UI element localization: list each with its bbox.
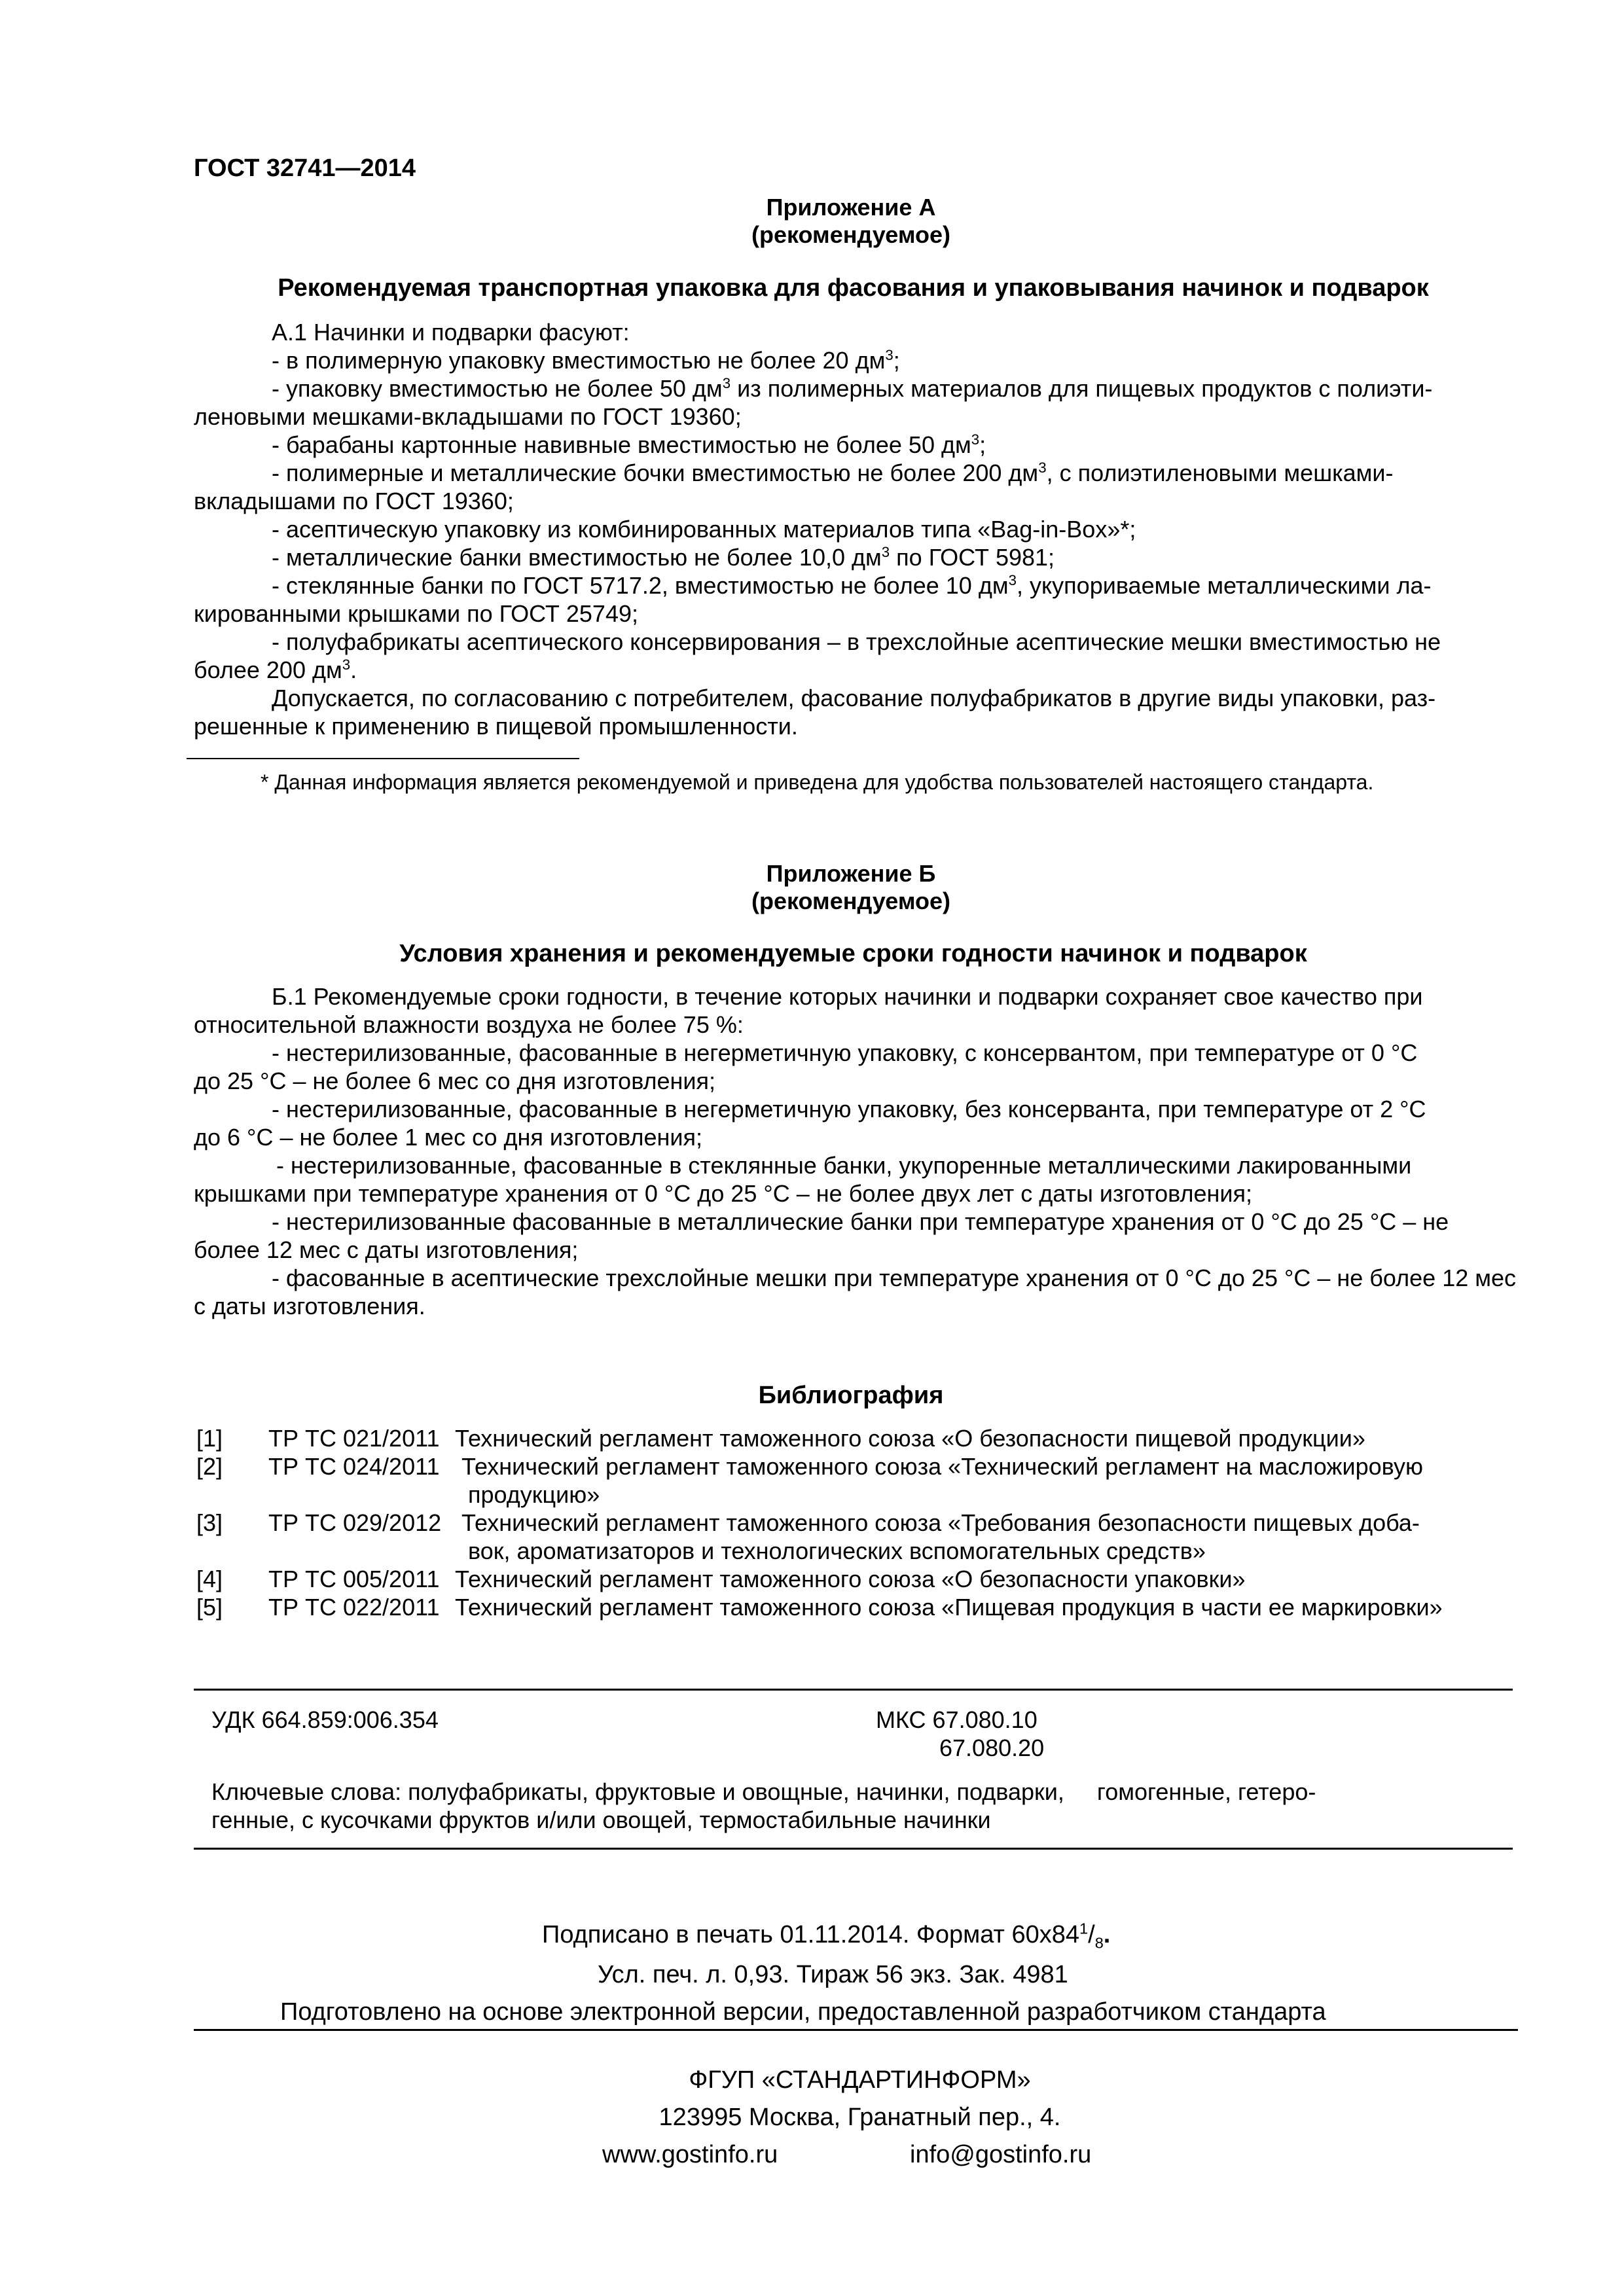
imprint-prepared: Подготовлено на основе электронной версии, предоставленной разработчиком стандарта (280, 1998, 1326, 2026)
bibliography-num: [3] (196, 1509, 223, 1536)
appendix-b-title: Условия хранения и рекомендуемые сроки годности начинок и подварок (399, 940, 1307, 967)
appendix-b-item-cont: до 6 °С – не более 1 мес со дня изготовления; (194, 1124, 702, 1151)
appendix-a-item-cont: более 200 $дм^3$. (194, 656, 357, 683)
bibliography-text: Технический регламент таможенного союза «Технический регламент на масложировую (461, 1453, 1423, 1480)
appendix-a-item: - стеклянные банки по ГОСТ 5717.2, вместимостью не более 10 $дм^3$, укупориваемые металлическими ла- (272, 572, 1432, 599)
appendix-b-item-cont: крышками при температуре хранения от 0 °С до 25 °С – не более двух лет с даты изготовления; (194, 1180, 1252, 1207)
bibliography-text: Технический регламент таможенного союза «Требования безопасности пищевых доба- (461, 1509, 1420, 1536)
publisher-email[interactable]: info@gostinfo.ru (910, 2141, 1092, 2168)
classification-bottom-rule (194, 1848, 1513, 1850)
appendix-b-type: (рекомендуемое) (751, 888, 950, 914)
bibliography-title: Библиография (758, 1382, 944, 1409)
bibliography-num: [5] (196, 1594, 223, 1621)
bibliography-text-cont: вок, ароматизаторов и технологических вспомогательных средств» (468, 1537, 1206, 1564)
mks-code-2: 67.080.20 (939, 1734, 1045, 1761)
appendix-b-item-cont: более 12 мес с даты изготовления; (194, 1236, 579, 1263)
bibliography-code: ТР ТС 005/2011 (268, 1566, 440, 1592)
classification-top-rule (194, 1689, 1513, 1691)
bibliography-code: ТР ТС 022/2011 (268, 1594, 440, 1621)
footnote-divider (187, 758, 579, 759)
keywords: Ключевые слова: полуфабрикаты, фруктовые и овощные, начинки, подварки, гомогенные, гетеро- (211, 1778, 1316, 1805)
appendix-b-item: - фасованные в асептические трехслойные мешки при температуре хранения от 0 °С до 25 °С – не более 12 мес (272, 1265, 1517, 1291)
document-number: ГОСТ 32741—2014 (194, 154, 416, 182)
appendix-a-item: - металлические банки вместимостью не более 10,0 $дм^3$ по ГОСТ 5981; (272, 544, 1055, 571)
keywords-cont: генные, с кусочками фруктов и/или овощей, термостабильные начинки (211, 1806, 991, 1833)
appendix-a-type: (рекомендуемое) (751, 221, 950, 248)
bibliography-text-cont: продукцию» (468, 1481, 600, 1508)
bibliography-code: ТР ТС 021/2011 (268, 1425, 440, 1452)
bibliography-text: Технический регламент таможенного союза «Пищевая продукция в части ее маркировки» (455, 1594, 1443, 1621)
udk-code: УДК 664.859:006.354 (211, 1706, 439, 1733)
appendix-a-intro: А.1 Начинки и подварки фасуют: (272, 319, 630, 346)
appendix-b-item: - нестерилизованные, фасованные в негерметичную упаковку, с консервантом, при температуре от 0 °С (272, 1039, 1418, 1066)
appendix-a-item: - барабаны картонные навивные вместимостью не более 50 $дм^3$; (272, 431, 986, 458)
bibliography-code: ТР ТС 024/2011 (268, 1453, 440, 1480)
bibliography-num: [4] (196, 1566, 223, 1592)
appendix-a-item-cont: вкладышами по ГОСТ 19360; (194, 488, 514, 514)
imprint-rule (194, 2029, 1518, 2031)
appendix-a-title: Рекомендуемая транспортная упаковка для фасования и упаковывания начинок и подварок (278, 274, 1429, 302)
appendix-b-item: - нестерилизованные фасованные в металлические банки при температуре хранения от 0 °С до 25 °С – не (272, 1208, 1449, 1235)
appendix-a-item-cont: леновыми мешками-вкладышами по ГОСТ 19360; (194, 403, 742, 430)
appendix-b-item: - нестерилизованные, фасованные в негерметичную упаковку, без консерванта, при температуре от 2 °С (272, 1096, 1426, 1122)
appendix-a-note: Допускается, по согласованию с потребителем, фасование полуфабрикатов в другие виды упаковки, раз- (272, 685, 1436, 711)
appendix-a-label: Приложение А (766, 194, 936, 221)
appendix-b-item-cont: с даты изготовления. (194, 1293, 425, 1319)
appendix-a-note-cont: решенные к применению в пищевой промышленности. (194, 713, 798, 740)
bibliography-num: [2] (196, 1453, 223, 1480)
appendix-a-item: - полуфабрикаты асептического консервирования – в трехслойные асептические мешки вместимостью не (272, 628, 1441, 655)
appendix-b-intro-cont: относительной влажности воздуха не более 75 %: (194, 1011, 744, 1038)
appendix-a-item: - асептическую упаковку из комбинированных материалов типа «Bag-in-Box»*; (272, 516, 1136, 543)
appendix-a-item-cont: кированными крышками по ГОСТ 25749; (194, 600, 638, 627)
appendix-b-item-cont: до 25 °С – не более 6 мес со дня изготовления; (194, 1067, 716, 1094)
appendix-a-item: - в полимерную упаковку вместимостью не более 20 $дм^3$; (272, 347, 900, 374)
bibliography-num: [1] (196, 1425, 223, 1452)
appendix-b-label: Приложение Б (766, 860, 936, 887)
publisher-address: 123995 Москва, Гранатный пер., 4. (659, 2104, 1061, 2131)
appendix-b-item: - нестерилизованные, фасованные в стеклянные банки, укупоренные металлическими лакированными (276, 1152, 1412, 1179)
publisher-name: ФГУП «СТАНДАРТИНФОРМ» (689, 2066, 1031, 2094)
bibliography-text: Технический регламент таможенного союза «О безопасности упаковки» (455, 1566, 1246, 1592)
appendix-a-item: - упаковку вместимостью не более 50 $дм^3$ из полимерных материалов для пищевых продуктов с полиэти- (272, 375, 1433, 402)
bibliography-text: Технический регламент таможенного союза «О безопасности пищевой продукции» (455, 1425, 1365, 1452)
footnote: * Данная информация является рекомендуемой и приведена для удобства пользователей настоящего стандарта. (261, 770, 1374, 794)
bibliography-code: ТР ТС 029/2012 (268, 1509, 442, 1536)
mks-code: МКС 67.080.10 (876, 1706, 1038, 1733)
publisher-website[interactable]: www.gostinfo.ru (602, 2141, 778, 2168)
appendix-b-intro: Б.1 Рекомендуемые сроки годности, в течение которых начинки и подварки сохраняет свое качество при (272, 983, 1423, 1010)
appendix-a-item: - полимерные и металлические бочки вместимостью не более 200 $дм^3$, с полиэтиленовыми мешками- (272, 459, 1394, 486)
imprint-print-info: Усл. печ. л. 0,93. Тираж 56 экз. Зак. 4981 (598, 1961, 1068, 1988)
imprint-signed: Подписано в печать 01.11.2014. Формат $60х84^1/_8$. (542, 1920, 1111, 1952)
